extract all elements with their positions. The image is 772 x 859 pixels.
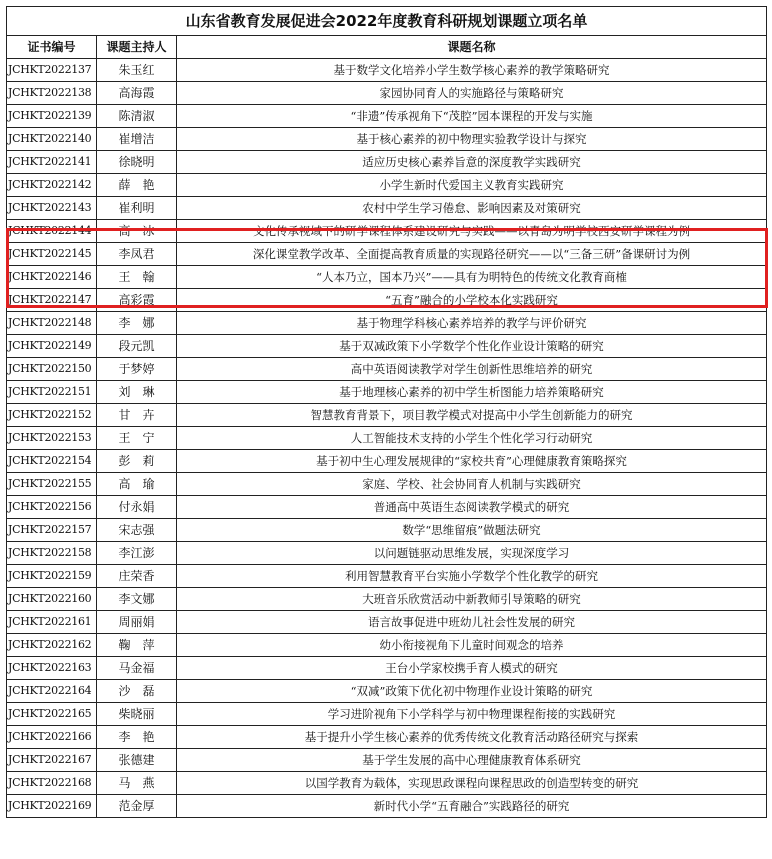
host-cell: 宋志强	[97, 519, 177, 542]
topic-cell: 基于地理核心素养的初中学生析图能力培养策略研究	[177, 381, 767, 404]
code-cell: JCHKT2022144	[7, 220, 97, 243]
host-cell: 王 宁	[97, 427, 177, 450]
header-code: 证书编号	[7, 36, 97, 59]
code-cell: JCHKT2022150	[7, 358, 97, 381]
project-table	[6, 6, 767, 818]
host-cell: 陈清淑	[97, 105, 177, 128]
code-cell: JCHKT2022141	[7, 151, 97, 174]
code-cell: JCHKT2022162	[7, 634, 97, 657]
table-row	[7, 588, 767, 611]
topic-cell: 基于数学文化培养小学生数学核心素养的教学策略研究	[177, 59, 767, 82]
table-row	[7, 749, 767, 772]
code-cell: JCHKT2022165	[7, 703, 97, 726]
table-row	[7, 657, 767, 680]
table-row	[7, 82, 767, 105]
table-row	[7, 59, 767, 82]
topic-cell: 基于初中生心理发展规律的“家校共育”心理健康教育策略探究	[177, 450, 767, 473]
code-cell: JCHKT2022168	[7, 772, 97, 795]
table-row	[7, 289, 767, 312]
host-cell: 高 瑜	[97, 473, 177, 496]
code-cell: JCHKT2022151	[7, 381, 97, 404]
header-topic: 课题名称	[177, 36, 767, 59]
table-row	[7, 542, 767, 565]
topic-cell: 学习进阶视角下小学科学与初中物理课程衔接的实践研究	[177, 703, 767, 726]
host-cell: 沙 磊	[97, 680, 177, 703]
table-row	[7, 335, 767, 358]
topic-cell: 利用智慧教育平台实施小学数学个性化教学的研究	[177, 565, 767, 588]
title-row	[7, 7, 767, 36]
code-cell: JCHKT2022160	[7, 588, 97, 611]
host-cell: 徐晓明	[97, 151, 177, 174]
topic-cell: 基于双减政策下小学数学个性化作业设计策略的研究	[177, 335, 767, 358]
host-cell: 范金厚	[97, 795, 177, 818]
host-cell: 马金福	[97, 657, 177, 680]
table-row	[7, 312, 767, 335]
table-row	[7, 703, 767, 726]
table-row	[7, 427, 767, 450]
table-row	[7, 266, 767, 289]
topic-cell: 大班音乐欣赏活动中新教师引导策略的研究	[177, 588, 767, 611]
host-cell: 甘 卉	[97, 404, 177, 427]
host-cell: 马 燕	[97, 772, 177, 795]
topic-cell: 深化课堂教学改革、全面提高教育质量的实现路径研究——以“三备三研”备课研讨为例	[177, 243, 767, 266]
topic-cell: 语言故事促进中班幼儿社会性发展的研究	[177, 611, 767, 634]
code-cell: JCHKT2022146	[7, 266, 97, 289]
code-cell: JCHKT2022142	[7, 174, 97, 197]
topic-cell: 高中英语阅读教学对学生创新性思维培养的研究	[177, 358, 767, 381]
code-cell: JCHKT2022147	[7, 289, 97, 312]
table-row	[7, 243, 767, 266]
table-row	[7, 519, 767, 542]
page-title: 山东省教育发展促进会2022年度教育科研规划课题立项名单	[7, 7, 767, 36]
roster-sheet	[6, 6, 766, 818]
topic-cell: 幼小衔接视角下儿童时间观念的培养	[177, 634, 767, 657]
host-cell: 高彩霞	[97, 289, 177, 312]
code-cell: JCHKT2022164	[7, 680, 97, 703]
code-cell: JCHKT2022167	[7, 749, 97, 772]
table-row	[7, 404, 767, 427]
code-cell: JCHKT2022159	[7, 565, 97, 588]
topic-cell: 以国学教育为载体，实现思政课程向课程思政的创造型转变的研究	[177, 772, 767, 795]
code-cell: JCHKT2022158	[7, 542, 97, 565]
host-cell: 朱玉红	[97, 59, 177, 82]
code-cell: JCHKT2022166	[7, 726, 97, 749]
code-cell: JCHKT2022153	[7, 427, 97, 450]
topic-cell: 农村中学生学习倦怠、影响因素及对策研究	[177, 197, 767, 220]
topic-cell: 基于学生发展的高中心理健康教育体系研究	[177, 749, 767, 772]
topic-cell: 普通高中英语生态阅读教学模式的研究	[177, 496, 767, 519]
topic-cell: 王台小学家校携手育人模式的研究	[177, 657, 767, 680]
topic-cell: “双减”政策下优化初中物理作业设计策略的研究	[177, 680, 767, 703]
host-cell: 刘 琳	[97, 381, 177, 404]
host-cell: 周丽娟	[97, 611, 177, 634]
code-cell: JCHKT2022140	[7, 128, 97, 151]
host-cell: 李凤君	[97, 243, 177, 266]
topic-cell: 适应历史核心素养旨意的深度教学实践研究	[177, 151, 767, 174]
code-cell: JCHKT2022137	[7, 59, 97, 82]
host-cell: 鞠 萍	[97, 634, 177, 657]
host-cell: 高 冰	[97, 220, 177, 243]
host-cell: 崔增洁	[97, 128, 177, 151]
topic-cell: 文化传承视域下的研学课程体系建设研究与实践——以青岛为明学校西安研学课程为例	[177, 220, 767, 243]
code-cell: JCHKT2022155	[7, 473, 97, 496]
code-cell: JCHKT2022157	[7, 519, 97, 542]
topic-cell: 家园协同育人的实施路径与策略研究	[177, 82, 767, 105]
topic-cell: 家庭、学校、社会协同育人机制与实践研究	[177, 473, 767, 496]
host-cell: 柴晓丽	[97, 703, 177, 726]
table-row	[7, 473, 767, 496]
host-cell: 薛 艳	[97, 174, 177, 197]
table-row	[7, 381, 767, 404]
header-host: 课题主持人	[97, 36, 177, 59]
topic-cell: 数学“思维留痕”做题法研究	[177, 519, 767, 542]
topic-cell: 新时代小学“五育融合”实践路径的研究	[177, 795, 767, 818]
topic-cell: “非遗”传承视角下“茂腔”园本课程的开发与实施	[177, 105, 767, 128]
topic-cell: 基于核心素养的初中物理实验教学设计与探究	[177, 128, 767, 151]
topic-cell: “五育”融合的小学校本化实践研究	[177, 289, 767, 312]
code-cell: JCHKT2022145	[7, 243, 97, 266]
code-cell: JCHKT2022143	[7, 197, 97, 220]
host-cell: 段元凯	[97, 335, 177, 358]
table-row	[7, 496, 767, 519]
table-row	[7, 726, 767, 749]
code-cell: JCHKT2022149	[7, 335, 97, 358]
host-cell: 崔利明	[97, 197, 177, 220]
table-row	[7, 128, 767, 151]
table-row	[7, 151, 767, 174]
header-row	[7, 36, 767, 59]
host-cell: 李 娜	[97, 312, 177, 335]
topic-cell: 以问题链驱动思维发展，实现深度学习	[177, 542, 767, 565]
topic-cell: 基于提升小学生核心素养的优秀传统文化教育活动路径研究与探索	[177, 726, 767, 749]
host-cell: 李 艳	[97, 726, 177, 749]
table-row	[7, 772, 767, 795]
code-cell: JCHKT2022156	[7, 496, 97, 519]
table-row	[7, 611, 767, 634]
host-cell: 庄荣香	[97, 565, 177, 588]
code-cell: JCHKT2022139	[7, 105, 97, 128]
host-cell: 于梦婷	[97, 358, 177, 381]
table-row	[7, 197, 767, 220]
code-cell: JCHKT2022163	[7, 657, 97, 680]
host-cell: 彭 莉	[97, 450, 177, 473]
table-row	[7, 795, 767, 818]
table-row	[7, 105, 767, 128]
table-row	[7, 634, 767, 657]
topic-cell: “人本乃立，国本乃兴”——具有为明特色的传统文化教育商榷	[177, 266, 767, 289]
host-cell: 李江澎	[97, 542, 177, 565]
host-cell: 高海霞	[97, 82, 177, 105]
host-cell: 付永娟	[97, 496, 177, 519]
table-row	[7, 680, 767, 703]
host-cell: 张德建	[97, 749, 177, 772]
host-cell: 王 翰	[97, 266, 177, 289]
table-row	[7, 220, 767, 243]
code-cell: JCHKT2022154	[7, 450, 97, 473]
table-row	[7, 358, 767, 381]
code-cell: JCHKT2022148	[7, 312, 97, 335]
table-row	[7, 565, 767, 588]
code-cell: JCHKT2022152	[7, 404, 97, 427]
host-cell: 李文娜	[97, 588, 177, 611]
topic-cell: 智慧教育背景下，项目教学模式对提高中小学生创新能力的研究	[177, 404, 767, 427]
code-cell: JCHKT2022138	[7, 82, 97, 105]
topic-cell: 小学生新时代爱国主义教育实践研究	[177, 174, 767, 197]
table-row	[7, 174, 767, 197]
topic-cell: 基于物理学科核心素养培养的教学与评价研究	[177, 312, 767, 335]
topic-cell: 人工智能技术支持的小学生个性化学习行动研究	[177, 427, 767, 450]
code-cell: JCHKT2022169	[7, 795, 97, 818]
code-cell: JCHKT2022161	[7, 611, 97, 634]
table-row	[7, 450, 767, 473]
